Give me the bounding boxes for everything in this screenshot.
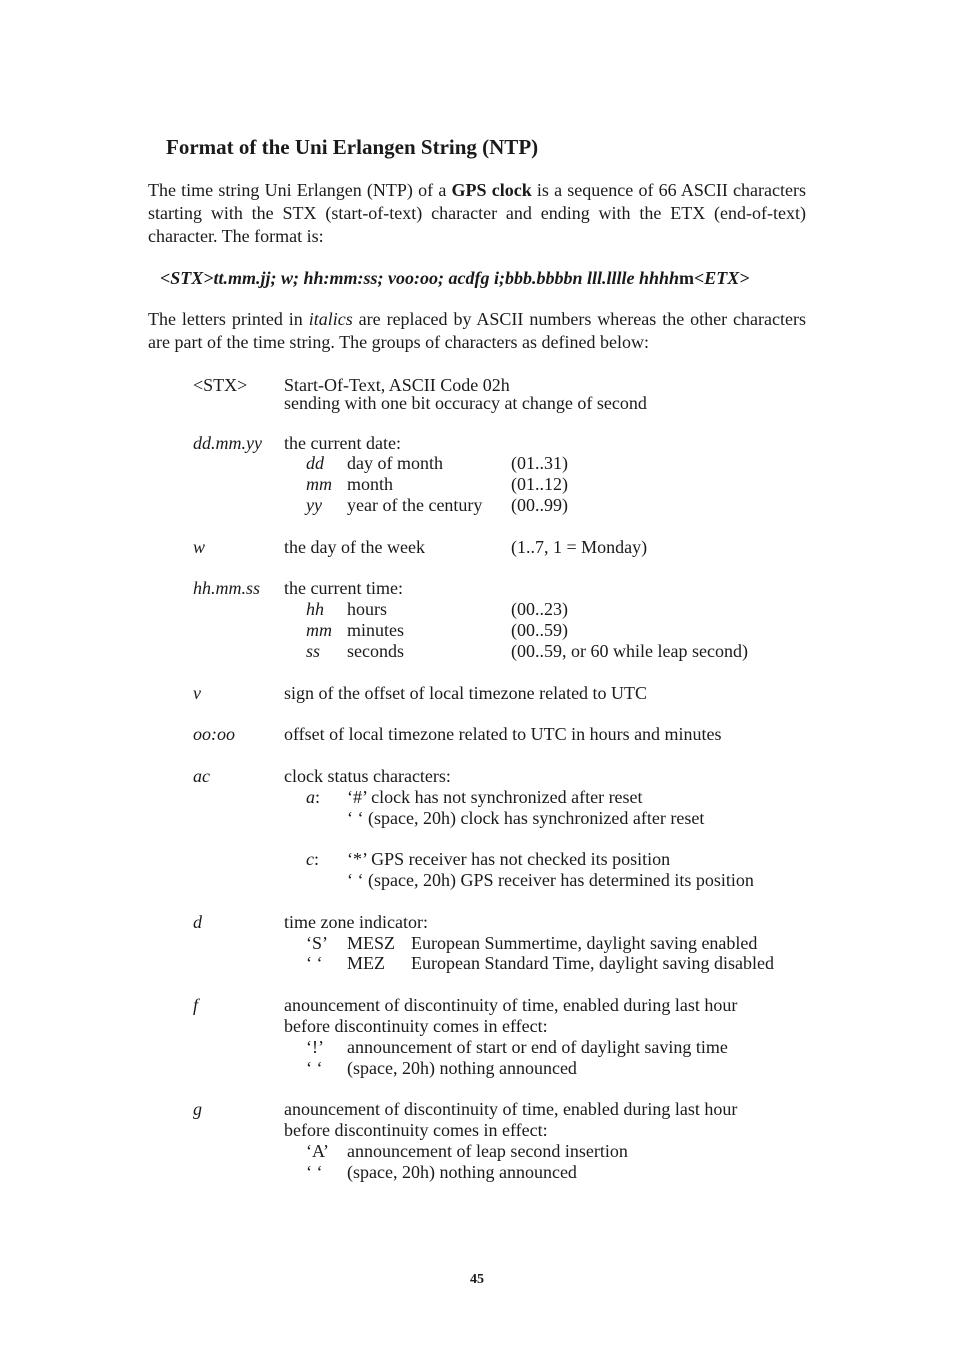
zone-desc: time zone indicator:: [284, 912, 428, 932]
time-label: seconds: [347, 641, 404, 661]
f-line2: before discontinuity comes in effect:: [284, 1016, 548, 1036]
key-date: dd.mm.yy: [193, 433, 262, 453]
f-label: (space, 20h) nothing announced: [347, 1058, 577, 1078]
sign-desc: sign of the offset of local timezone related to UTC: [284, 683, 648, 703]
g-label: announcement of leap second insertion: [347, 1141, 628, 1161]
f-line1: anouncement of discontinuity of time, enabled during last hour: [284, 995, 738, 1015]
date-code: yy: [306, 495, 322, 515]
g-label: (space, 20h) nothing announced: [347, 1162, 577, 1182]
letters-text-italic: italics: [308, 309, 353, 329]
format-string: [160, 268, 750, 289]
time-label: hours: [347, 599, 387, 619]
date-label: year of the century: [347, 495, 483, 515]
date-desc: the current date:: [284, 433, 401, 453]
time-code: hh: [306, 599, 324, 619]
g-code: ‘ ‘: [306, 1162, 323, 1182]
date-range: (01..31): [511, 453, 568, 473]
intro-paragraph: [148, 179, 806, 248]
status-c-line1: ‘*’ GPS receiver has not checked its position: [347, 849, 671, 869]
time-code: mm: [306, 620, 332, 640]
status-a-line1: ‘#’ clock has not synchronized after reset: [347, 787, 643, 807]
format-etx: <ETX>: [694, 268, 750, 288]
zone-abbr: MESZ: [347, 933, 396, 953]
page-title: Format of the Uni Erlangen String (NTP): [166, 135, 539, 159]
date-code: dd: [306, 453, 324, 473]
letters-paragraph: [148, 308, 806, 354]
f-code: ‘!’: [306, 1037, 324, 1057]
key-week: w: [193, 537, 206, 557]
time-label: minutes: [347, 620, 404, 640]
intro-text-after: is a sequence of 66 ASCII characters starting with the STX (start-of-text) character and ending with the ETX (end-of-text) character. The format is:: [148, 180, 807, 246]
status-c-colon: :: [314, 849, 320, 869]
f-label: announcement of start or end of daylight saving time: [347, 1037, 728, 1057]
date-label: month: [347, 474, 394, 494]
letters-text-after: are replaced by ASCII numbers whereas the other characters are part of the time string. The groups of characters as defined below:: [148, 309, 806, 352]
time-range: (00..23): [511, 599, 568, 619]
status-c-code: [306, 849, 319, 870]
zone-code: ‘ ‘: [306, 953, 323, 973]
offset-desc: offset of local timezone related to UTC in hours and minutes: [284, 724, 722, 744]
key-time: hh.mm.ss: [193, 578, 261, 598]
status-a-line2: ‘ ‘ (space, 20h) clock has synchronized after reset: [347, 808, 705, 828]
key-sign: v: [193, 683, 201, 703]
time-range: (00..59): [511, 620, 568, 640]
date-range: (00..99): [511, 495, 568, 515]
week-range: (1..7, 1 = Monday): [511, 537, 648, 557]
format-m: m: [679, 268, 695, 288]
zone-label: European Standard Time, daylight saving disabled: [411, 953, 774, 973]
zone-code: ‘S’: [306, 933, 328, 953]
key-zone: d: [193, 912, 202, 932]
status-c-letter: c: [306, 849, 314, 869]
stx-line1: Start-Of-Text, ASCII Code 02h: [284, 375, 510, 395]
date-code: mm: [306, 474, 332, 494]
g-code: ‘A’: [306, 1141, 329, 1161]
intro-text-before: The time string Uni Erlangen (NTP) of a: [148, 180, 452, 200]
format-main: <STX>tt.mm.jj; w; hh:mm:ss; voo:oo; acdfg i;bbb.bbbbn lll.lllle hhhh: [160, 268, 680, 288]
key-status: ac: [193, 766, 210, 786]
status-a-letter: a: [306, 787, 315, 807]
status-a-code: [306, 787, 320, 808]
week-desc: the day of the week: [284, 537, 425, 557]
stx-line2: sending with one bit occuracy at change of second: [284, 393, 647, 413]
key-stx: <STX>: [193, 375, 248, 395]
status-a-colon: :: [315, 787, 321, 807]
key-g: g: [193, 1099, 202, 1119]
date-label: day of month: [347, 453, 443, 473]
status-c-line2: ‘ ‘ (space, 20h) GPS receiver has determined its position: [347, 870, 754, 890]
intro-text-bold: GPS clock: [451, 180, 532, 200]
g-line2: before discontinuity comes in effect:: [284, 1120, 548, 1140]
time-range: (00..59, or 60 while leap second): [511, 641, 748, 661]
zone-abbr: MEZ: [347, 953, 385, 973]
status-desc: clock status characters:: [284, 766, 451, 786]
key-offset: oo:oo: [193, 724, 235, 744]
time-desc: the current time:: [284, 578, 403, 598]
time-code: ss: [306, 641, 321, 661]
date-range: (01..12): [511, 474, 568, 494]
g-line1: anouncement of discontinuity of time, enabled during last hour: [284, 1099, 738, 1119]
letters-text-before: The letters printed in: [148, 309, 309, 329]
key-f: f: [193, 995, 199, 1015]
zone-label: European Summertime, daylight saving enabled: [411, 933, 758, 953]
page-number: 45: [470, 1272, 484, 1287]
f-code: ‘ ‘: [306, 1058, 323, 1078]
